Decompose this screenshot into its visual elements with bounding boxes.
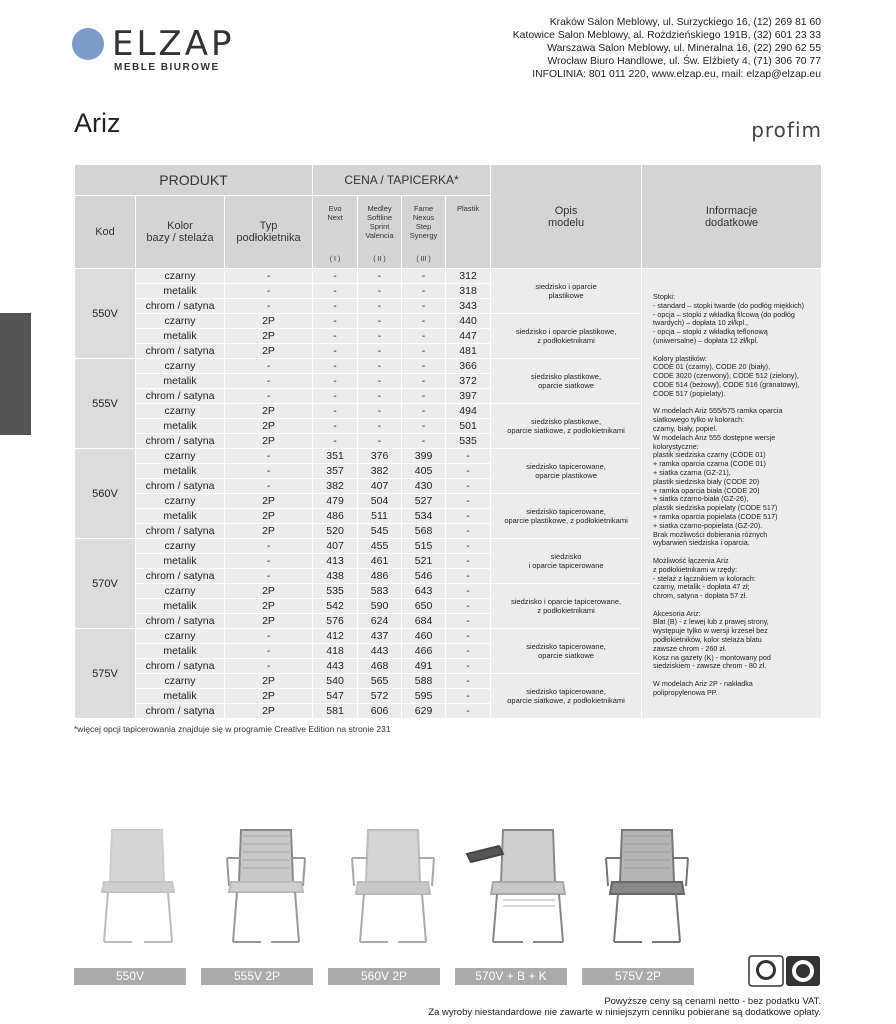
table-cell: 479 [313,494,358,509]
table-cell: chrom / satyna [136,659,225,674]
table-cell: 565 [358,674,402,689]
table-cell: 545 [358,524,402,539]
table-cell: - [313,404,358,419]
kod-cell: 555V [75,359,136,449]
table-cell: 2P [225,674,313,689]
table-cell: 535 [446,434,491,449]
table-cell: 382 [358,464,402,479]
table-cell: - [358,359,402,374]
table-cell: - [358,404,402,419]
table-cell: metalik [136,464,225,479]
table-cell: 534 [402,509,446,524]
table-cell: 351 [313,449,358,464]
table-cell: - [358,389,402,404]
table-cell: 2P [225,584,313,599]
chair-575v-2p-image [590,820,702,950]
table-cell: metalik [136,689,225,704]
table-cell: 504 [358,494,402,509]
chair-label: 560V 2P [328,968,440,985]
table-cell: - [446,644,491,659]
table-cell: 438 [313,569,358,584]
table-cell: chrom / satyna [136,524,225,539]
logo-emblem-icon [72,28,104,60]
table-cell: - [402,299,446,314]
table-cell: metalik [136,284,225,299]
table-cell: 2P [225,494,313,509]
table-cell: czarny [136,404,225,419]
table-cell: - [402,434,446,449]
table-cell: 399 [402,449,446,464]
table-cell: 546 [402,569,446,584]
opis-cell: siedzisko tapicerowane, oparcie siatkowe, z podłokietnikami [491,674,642,719]
table-cell: 2P [225,509,313,524]
table-cell: - [225,569,313,584]
logo-text: ELZAP [112,24,235,64]
footnote: *więcej opcji tapicerowania znajduje się w programie Creative Edition na stronie 231 [74,724,391,734]
table-cell: metalik [136,329,225,344]
table-cell: - [225,644,313,659]
table-cell: - [358,299,402,314]
chair-label: 575V 2P [582,968,694,985]
table-cell: - [446,674,491,689]
table-cell: chrom / satyna [136,434,225,449]
table-cell: - [446,539,491,554]
table-cell: metalik [136,509,225,524]
table-cell: - [225,269,313,284]
contact-line: Wrocław Biuro Handlowe, ul. Św. Elżbiety 4, (71) 306 70 77 [547,56,821,67]
header-produkt: PRODUKT [75,165,313,196]
header-info: Informacje dodatkowe [642,165,822,269]
table-cell: - [225,284,313,299]
opis-cell: siedzisko plastikowe, oparcie siatkowe [491,359,642,404]
table-cell: 443 [358,644,402,659]
table-cell: - [225,629,313,644]
table-cell: czarny [136,674,225,689]
kod-cell: 550V [75,269,136,359]
table-cell: - [402,344,446,359]
chair-label: 570V + B + K [455,968,567,985]
table-cell: 494 [446,404,491,419]
table-cell: 357 [313,464,358,479]
contact-line: Katowice Salon Meblowy, al. Rożdzieńskiego 191B, (32) 601 23 33 [512,30,821,41]
table-cell: 312 [446,269,491,284]
table-cell: chrom / satyna [136,479,225,494]
table-cell: - [402,314,446,329]
table-cell: 343 [446,299,491,314]
table-cell: - [313,329,358,344]
nonstandard-note: Za wyroby niestandardowe nie zawarte w niniejszym cenniku pobierane są dodatkowe opłaty. [428,1007,821,1018]
table-cell: 418 [313,644,358,659]
table-cell: - [446,614,491,629]
table-cell: 535 [313,584,358,599]
table-cell: 624 [358,614,402,629]
table-cell: - [402,404,446,419]
table-cell: 2P [225,599,313,614]
group-3-roman: ( III ) [416,256,431,263]
opis-cell: siedzisko tapicerowane, oparcie siatkowe [491,629,642,674]
group-1-label: Evo Next [327,204,343,222]
group-2-label: Medley Softline Sprint Valencia [365,204,394,240]
table-cell: - [313,374,358,389]
table-cell: 413 [313,554,358,569]
page-title: Ariz [74,108,121,138]
table-cell: chrom / satyna [136,704,225,719]
table-cell: 376 [358,449,402,464]
table-cell: 443 [313,659,358,674]
side-tab-marker [0,313,31,435]
table-cell: 576 [313,614,358,629]
group-1-roman: ( I ) [329,256,341,263]
table-cell: 405 [402,464,446,479]
table-cell: 643 [402,584,446,599]
table-cell: czarny [136,269,225,284]
table-cell: 440 [446,314,491,329]
chair-560v-2p-image [336,820,448,950]
table-cell: metalik [136,554,225,569]
table-cell: 606 [358,704,402,719]
table-cell: - [358,284,402,299]
table-cell: - [446,479,491,494]
kod-cell: 575V [75,629,136,719]
table-cell: 2P [225,434,313,449]
table-cell: - [402,374,446,389]
table-cell: 2P [225,404,313,419]
elzap-logo [72,24,235,76]
table-cell: - [313,434,358,449]
table-cell: chrom / satyna [136,614,225,629]
table-cell: - [225,479,313,494]
table-cell: - [446,449,491,464]
table-cell: 515 [402,539,446,554]
contact-line: INFOLINIA: 801 011 220, www.elzap.eu, mail: elzap@elzap.eu [532,69,821,80]
table-cell: 430 [402,479,446,494]
table-cell: czarny [136,359,225,374]
opis-cell: siedzisko tapicerowane, oparcie plastikowe [491,449,642,494]
table-cell: czarny [136,494,225,509]
table-cell: - [358,344,402,359]
header-plastik [446,196,491,269]
table-cell: 583 [358,584,402,599]
table-cell: 2P [225,689,313,704]
header-opis: Opis modelu [491,165,642,269]
table-cell: - [225,359,313,374]
chair-images [74,820,821,968]
table-cell: 491 [402,659,446,674]
table-cell: 2P [225,344,313,359]
opis-cell: siedzisko i oparcie tapicerowane [491,539,642,584]
group-2-roman: ( II ) [373,256,386,263]
table-cell: - [402,329,446,344]
table-cell: - [358,269,402,284]
table-cell: 486 [313,509,358,524]
table-cell: - [402,389,446,404]
table-cell: - [446,494,491,509]
header-group-3 [402,196,446,269]
chair-555v-2p-image [209,820,321,950]
table-cell: chrom / satyna [136,389,225,404]
table-cell: - [313,299,358,314]
header-cena: CENA / TAPICERKA* [313,165,491,196]
table-cell: - [358,374,402,389]
table-cell: 540 [313,674,358,689]
header-typ: Typ podłokietnika [225,196,313,269]
header-kod: Kod [75,196,136,269]
table-row [75,269,822,284]
table-cell: czarny [136,314,225,329]
opis-cell: siedzisko i oparcie plastikowe [491,269,642,314]
info-cell: Stopki: - standard – stopki twarde (do podłóg miękkich) - opcja – stopki z wkładką filcową (do podłóg twardych) – dopłata 10 zł/kpl., - opcja – stopki z wkładką teflonową (uniwersalne) – dopłata 12 zł/kpl. Kolory plastików: CODE 01 (czarny), CODE 20 (biały), CODE 3020 (czerwony), CODE 512 (zielony), CODE 514 (beżowy), CODE 516 (granatowy), CODE 517 (popielaty). W modelach Ariz 555/575 ramka oparcia siatkowego tylko w kolorach: czarny, biały, popiel. W modelach Ariz 555 dostępne wersje kolorystyczne: plastik siedziska czarny (CODE 01) + ramka oparcia czarna (CODE 01) + siatka czarna (GZ-21), plastik siedziska biały (CODE 20) + ramka oparcia biała (CODE 20) + siatka czarno-biała (GZ-26), plastik siedziska popielaty (CODE 517) + ramka oparcia popielata (CODE 517) + siatka czarno-popielata (GZ-20). Brak możliwości dobierania różnych wybarwień siedziska i oparcia. Możliwość łączenia Ariz z podłokietnikami w rzędy: - stelaż z łącznikiem w kolorach: czarny, metalik - dopłata 47 zł; chrom, satyna - dopłata 57 zł. Akcesoria Ariz: Blat (B) - z lewej lub z prawej strony, występuje tylko w wersji krzeseł bez podłokietników, kolor stelaża blatu zawsze chrom - 260 zł. Kosz na gazety (K) - montowany pod siedziskiem - zawsze chrom - 80 zł. W modelach Ariz 2P - nakładka polipropylenowa PP. [642,269,822,719]
table-cell: 511 [358,509,402,524]
table-cell: - [446,464,491,479]
chair-label: 555V 2P [201,968,313,985]
table-cell: - [225,539,313,554]
opis-cell: siedzisko i oparcie tapicerowane, z podłokietnikami [491,584,642,629]
table-cell: 372 [446,374,491,389]
table-cell: - [446,659,491,674]
table-cell: 684 [402,614,446,629]
group-3-label: Fame Nexus Step Synergy [409,204,438,240]
chair-labels [74,968,821,986]
table-cell: - [225,299,313,314]
table-cell: - [313,344,358,359]
table-cell: - [313,359,358,374]
kod-cell: 570V [75,539,136,629]
opis-cell: siedzisko plastikowe, oparcie siatkowe, z podłokietnikami [491,404,642,449]
table-cell: - [402,419,446,434]
table-cell: czarny [136,449,225,464]
chair-570v-b-k-image [463,820,575,950]
contact-block [513,16,821,81]
table-cell: 466 [402,644,446,659]
table-cell: 501 [446,419,491,434]
table-cell: 520 [313,524,358,539]
table-cell: - [225,374,313,389]
bottom-note [428,996,821,1018]
table-cell: 437 [358,629,402,644]
table-cell: 2P [225,614,313,629]
table-cell: 460 [402,629,446,644]
table-cell: 468 [358,659,402,674]
table-cell: 461 [358,554,402,569]
table-cell: 590 [358,599,402,614]
table-cell: - [446,509,491,524]
table-cell: czarny [136,539,225,554]
table-cell: - [313,284,358,299]
opis-cell: siedzisko i oparcie plastikowe, z podłokietnikami [491,314,642,359]
table-cell: - [446,704,491,719]
table-cell: czarny [136,629,225,644]
chair-550v-image [82,820,194,950]
certification-logos [748,955,822,987]
table-cell: metalik [136,374,225,389]
table-cell: metalik [136,599,225,614]
table-cell: 568 [402,524,446,539]
table-cell: chrom / satyna [136,299,225,314]
table-cell: 521 [402,554,446,569]
table-cell: chrom / satyna [136,569,225,584]
table-cell: - [358,329,402,344]
table-cell: 455 [358,539,402,554]
table-cell: - [402,359,446,374]
table-cell: - [225,389,313,404]
table-cell: - [225,464,313,479]
table-cell: 595 [402,689,446,704]
table-cell: - [313,389,358,404]
table-cell: 412 [313,629,358,644]
table-cell: 397 [446,389,491,404]
header-group-1 [313,196,358,269]
table-cell: - [358,314,402,329]
brand-logo: profim [751,118,822,142]
table-cell: - [446,524,491,539]
table-cell: 2P [225,524,313,539]
table-cell: - [402,269,446,284]
table-cell: - [225,554,313,569]
logo-subtitle: MEBLE BIUROWE [114,62,220,73]
table-cell: - [446,629,491,644]
table-cell: 366 [446,359,491,374]
table-cell: - [313,419,358,434]
table-cell: 382 [313,479,358,494]
table-cell: 447 [446,329,491,344]
table-cell: - [313,314,358,329]
table-cell: - [446,569,491,584]
contact-line: Warszawa Salon Meblowy, ul. Mineralna 16, (22) 290 62 55 [547,43,821,54]
table-cell: 2P [225,329,313,344]
table-cell: - [313,269,358,284]
table-cell: 481 [446,344,491,359]
table-cell: 629 [402,704,446,719]
table-cell: czarny [136,584,225,599]
table-cell: 581 [313,704,358,719]
table-cell: 2P [225,419,313,434]
table-cell: 547 [313,689,358,704]
plastik-label: Plastik [456,204,480,213]
table-cell: 650 [402,599,446,614]
vat-note: Powyższe ceny są cenami netto - bez podatku VAT. [604,996,821,1007]
table-cell: 2P [225,314,313,329]
table-cell: - [446,554,491,569]
table-cell: 588 [402,674,446,689]
price-table [74,164,822,719]
table-cell: - [446,689,491,704]
table-cell: metalik [136,419,225,434]
table-cell: 542 [313,599,358,614]
header-group-2 [358,196,402,269]
table-cell: - [225,659,313,674]
table-cell: - [446,584,491,599]
table-cell: - [446,599,491,614]
table-cell: chrom / satyna [136,344,225,359]
table-cell: 486 [358,569,402,584]
table-cell: 572 [358,689,402,704]
table-cell: 2P [225,704,313,719]
table-cell: - [402,284,446,299]
table-cell: 407 [358,479,402,494]
table-cell: 527 [402,494,446,509]
kod-cell: 560V [75,449,136,539]
table-cell: - [358,419,402,434]
table-cell: 407 [313,539,358,554]
table-cell: metalik [136,644,225,659]
table-cell: - [358,434,402,449]
contact-line: Kraków Salon Meblowy, ul. Surzyckiego 16, (12) 269 81 60 [549,17,821,28]
table-cell: 318 [446,284,491,299]
chair-label: 550V [74,968,186,985]
opis-cell: siedzisko tapicerowane, oparcie plastikowe, z podłokietnikami [491,494,642,539]
header-kolor: Kolor bazy / stelaża [136,196,225,269]
table-cell: - [225,449,313,464]
